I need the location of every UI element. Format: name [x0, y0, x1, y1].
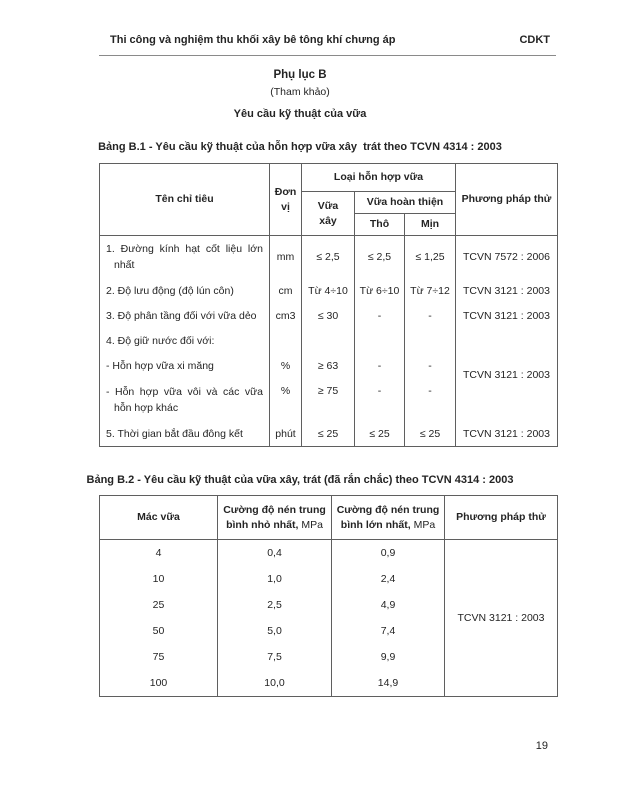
header-mortar-grade: Mác vữa: [100, 496, 218, 540]
cell-coarse: -: [355, 353, 405, 378]
cell-masonry: [302, 328, 355, 353]
table-row: [100, 421, 558, 447]
cell-criteria: 1. Đường kính hạt cốt liệu lớn nhất: [100, 236, 270, 279]
cell-masonry: ≥ 63: [302, 353, 355, 378]
table-b2-header-row: [100, 496, 558, 540]
document-title: Thi công và nghiệm thu khối xây bê tông khí chưng áp: [110, 34, 396, 46]
cell-min: 1,0: [218, 566, 332, 592]
appendix-subtitle: Yêu cầu kỹ thuật của vữa: [233, 108, 367, 120]
header-mix-type-group: Loại hỗn hợp vữa: [302, 164, 456, 192]
header-finishing-mortar: Vữa hoàn thiện: [355, 192, 456, 214]
cell-fine: ≤ 25: [405, 421, 456, 447]
cell-unit: %: [270, 378, 302, 421]
cell-grade: 75: [100, 644, 218, 670]
table-b2: [99, 495, 558, 697]
table-b1-caption: Bảng B.1 - Yêu cầu kỹ thuật của hỗn hợp vữa xây trát theo TCVN 4314 : 2003: [98, 141, 502, 153]
table-b2-caption: Bảng B.2 - Yêu cầu kỹ thuật của vữa xây, trát (đã rắn chắc) theo TCVN 4314 : 2003: [86, 474, 514, 486]
cell-masonry: ≤ 2,5: [302, 236, 355, 279]
cell-min: 10,0: [218, 670, 332, 697]
cell-max: 4,9: [332, 592, 445, 618]
cell-grade: 10: [100, 566, 218, 592]
header-unit-line2: vị: [281, 200, 290, 213]
cell-unit: mm: [270, 236, 302, 279]
cell-fine: ≤ 1,25: [405, 236, 456, 279]
cell-fine: -: [405, 378, 456, 421]
cell-max: 0,9: [332, 540, 445, 567]
cell-fine: [405, 328, 456, 353]
header-max-strength: [332, 496, 445, 540]
header-fine: Mịn: [405, 214, 456, 236]
cell-grade: 25: [100, 592, 218, 618]
table-b2-caption-block: [40, 474, 560, 486]
cell-coarse: -: [355, 378, 405, 421]
cell-masonry: Từ 4÷10: [302, 278, 355, 303]
running-header: [99, 0, 556, 56]
cell-grade: 50: [100, 618, 218, 644]
cell-unit: [270, 328, 302, 353]
header-max-strength-unit: MPa: [413, 518, 436, 531]
table-row: [100, 540, 558, 567]
header-method: Phương pháp thử: [456, 164, 558, 236]
cell-masonry: ≥ 75: [302, 378, 355, 421]
header-masonry-line1: Vữa: [317, 199, 339, 212]
cell-method: TCVN 3121 : 2003: [456, 328, 558, 421]
cell-masonry: ≤ 25: [302, 421, 355, 447]
header-method: Phương pháp thử: [445, 496, 558, 540]
cell-fine: -: [405, 353, 456, 378]
cell-grade: 4: [100, 540, 218, 567]
table-b1-header-row-1: [100, 164, 558, 192]
appendix-note: (Tham khảo): [270, 86, 330, 98]
cell-criteria: - Hỗn hợp vữa xi măng: [100, 353, 270, 378]
cell-coarse: [355, 328, 405, 353]
cell-fine: Từ 7÷12: [405, 278, 456, 303]
cell-method: TCVN 7572 : 2006: [456, 236, 558, 279]
table-row: [100, 236, 558, 279]
cell-unit: phút: [270, 421, 302, 447]
appendix-heading-block: [40, 69, 560, 153]
table-row: [100, 278, 558, 303]
cell-masonry: ≤ 30: [302, 303, 355, 328]
cell-unit: cm3: [270, 303, 302, 328]
header-min-strength: [218, 496, 332, 540]
cell-min: 7,5: [218, 644, 332, 670]
cell-coarse: ≤ 2,5: [355, 236, 405, 279]
header-unit-line1: Đơn: [274, 185, 297, 198]
appendix-label: Phụ lục B: [273, 69, 327, 81]
cell-min: 0,4: [218, 540, 332, 567]
cell-max: 2,4: [332, 566, 445, 592]
cell-method: TCVN 3121 : 2003: [445, 540, 558, 697]
header-unit: [270, 164, 302, 236]
page-number: 19: [535, 740, 548, 752]
header-masonry-line2: xây: [319, 214, 337, 227]
table-row: [100, 303, 558, 328]
header-criteria: Tên chỉ tiêu: [100, 164, 270, 236]
cell-min: 2,5: [218, 592, 332, 618]
cell-unit: cm: [270, 278, 302, 303]
cell-max: 7,4: [332, 618, 445, 644]
cell-unit: %: [270, 353, 302, 378]
cell-criteria: 3. Độ phân tầng đối với vữa dẻo: [100, 303, 270, 328]
cell-coarse: Từ 6÷10: [355, 278, 405, 303]
header-min-strength-unit: MPa: [301, 518, 323, 531]
cell-coarse: ≤ 25: [355, 421, 405, 447]
cell-criteria: 5. Thời gian bắt đầu đông kết: [100, 421, 270, 447]
cell-criteria: 2. Độ lưu động (độ lún côn): [100, 278, 270, 303]
table-row: [100, 328, 558, 353]
cell-method: TCVN 3121 : 2003: [456, 278, 558, 303]
cell-min: 5,0: [218, 618, 332, 644]
cell-method: TCVN 3121 : 2003: [456, 421, 558, 447]
header-coarse: Thô: [355, 214, 405, 236]
header-min-strength-label: Cường độ nén trung bình nhỏ nhất,: [223, 503, 326, 531]
cell-grade: 100: [100, 670, 218, 697]
header-masonry-mortar: [302, 192, 355, 236]
cell-max: 14,9: [332, 670, 445, 697]
cell-fine: -: [405, 303, 456, 328]
table-b1: [99, 163, 558, 447]
header-max-strength-label: Cường độ nén trung bình lớn nhất,: [336, 503, 440, 531]
cell-max: 9,9: [332, 644, 445, 670]
cell-criteria: 4. Độ giữ nước đối với:: [100, 328, 270, 353]
cell-criteria: - Hỗn hợp vữa vôi và các vữa hỗn hợp khác: [100, 378, 270, 421]
cell-coarse: -: [355, 303, 405, 328]
document-code: CDKT: [519, 34, 550, 46]
cell-method: TCVN 3121 : 2003: [456, 303, 558, 328]
